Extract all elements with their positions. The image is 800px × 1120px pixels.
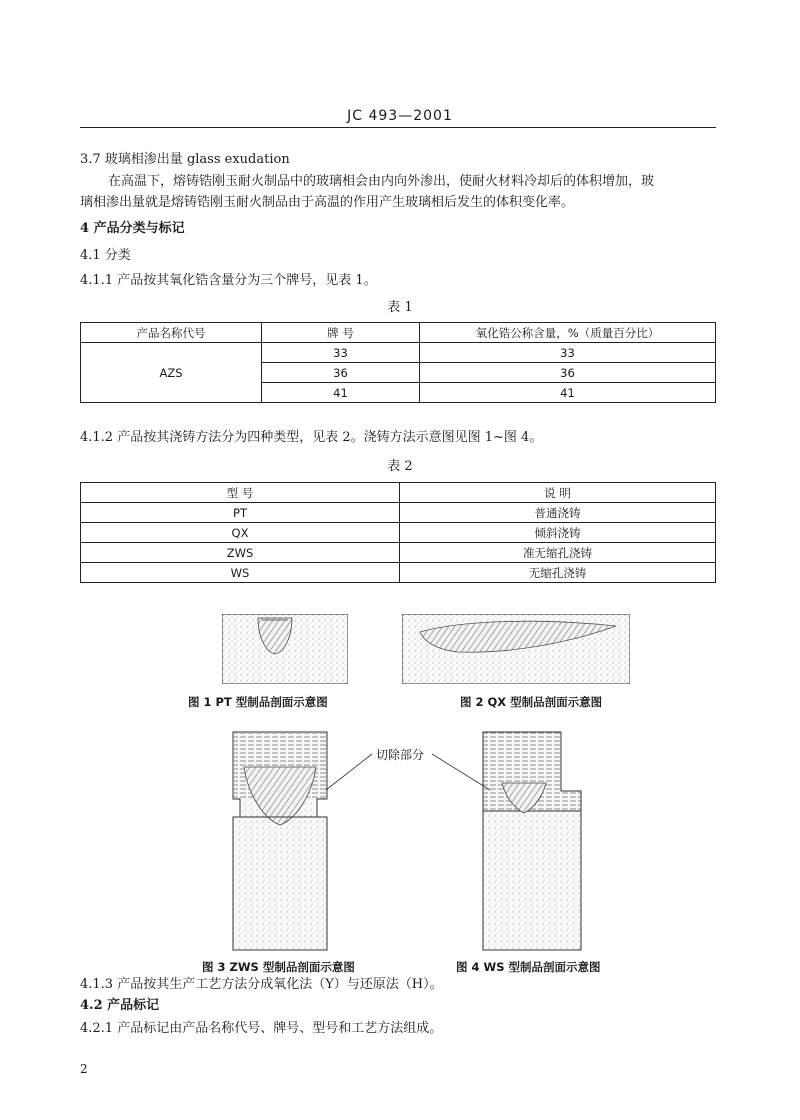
- table-row: [81, 563, 716, 583]
- table-2: [80, 482, 716, 583]
- table1-header-zro2: 氧化锆公称含量，%（质量百分比）: [420, 323, 716, 343]
- table2-cell: 准无缩孔浇铸: [400, 543, 716, 563]
- figure-1-pt-section: [222, 614, 348, 684]
- standard-number: JC 493—2001: [347, 108, 453, 124]
- table1-cell: 33: [262, 343, 420, 363]
- table1-header-grade: 牌 号: [262, 323, 420, 343]
- table2-cell: PT: [81, 503, 400, 523]
- table-row: [81, 343, 716, 363]
- figure-1-caption: 图 1 PT 型制品剖面示意图: [188, 695, 328, 709]
- section-3-7-heading: 3.7 玻璃相渗出量 glass exudation: [80, 152, 290, 167]
- table-row: [81, 543, 716, 563]
- figure-4-caption: 图 4 WS 型制品剖面示意图: [456, 960, 601, 974]
- table2-cell: 倾斜浇铸: [400, 523, 716, 543]
- table1-caption: 表 1: [387, 300, 413, 315]
- section-4-2-1-text: 4.2.1 产品标记由产品名称代号、牌号、型号和工艺方法组成。: [80, 1021, 443, 1036]
- section-4-1-1-text: 4.1.1 产品按其氧化锆含量分为三个牌号，见表 1。: [80, 273, 377, 288]
- table1-product-code: AZS: [81, 343, 262, 403]
- table2-caption: 表 2: [387, 459, 413, 474]
- table2-header-row: [81, 483, 716, 503]
- section-4-heading: 4 产品分类与标记: [80, 221, 185, 236]
- table2-cell: QX: [81, 523, 400, 543]
- table2-cell: WS: [81, 563, 400, 583]
- table1-header-row: [81, 323, 716, 343]
- figure-2-qx-section: [402, 614, 630, 684]
- table2-cell: ZWS: [81, 543, 400, 563]
- section-3-7-paragraph-line-2: 璃相渗出量就是熔铸锆刚玉耐火制品由于高温的作用产生玻璃相后发生的体积变化率。: [80, 195, 575, 210]
- figure-3-caption: 图 3 ZWS 型制品剖面示意图: [202, 960, 355, 974]
- table-row: [81, 523, 716, 543]
- figure-2-caption: 图 2 QX 型制品剖面示意图: [460, 695, 603, 709]
- page-number: 2: [80, 1062, 88, 1076]
- table-1: [80, 322, 716, 403]
- header-rule: [80, 127, 716, 128]
- section-4-1-3-text: 4.1.3 产品按其生产工艺方法分成氧化法（Y）与还原法（H）。: [80, 977, 443, 992]
- cut-part-label: 切除部分: [376, 748, 425, 762]
- section-4-1-heading: 4.1 分类: [80, 248, 131, 263]
- table2-header-type: 型 号: [81, 483, 400, 503]
- table1-header-code: 产品名称代号: [81, 323, 262, 343]
- table1-cell: 41: [262, 383, 420, 403]
- table1-cell: 41: [420, 383, 716, 403]
- section-4-1-2-text: 4.1.2 产品按其浇铸方法分为四种类型，见表 2。浇铸方法示意图见图 1~图 4。: [80, 430, 543, 445]
- table1-cell: 36: [262, 363, 420, 383]
- table-row: [81, 503, 716, 523]
- table2-cell: 普通浇铸: [400, 503, 716, 523]
- section-4-2-heading: 4.2 产品标记: [80, 998, 160, 1013]
- table1-cell: 33: [420, 343, 716, 363]
- section-3-7-paragraph-line-1: 在高温下，熔铸锆刚玉耐火制品中的玻璃相会由内向外渗出，使耐火材料冷却后的体积增加，玻: [108, 174, 655, 189]
- table2-header-desc: 说 明: [400, 483, 716, 503]
- table2-cell: 无缩孔浇铸: [400, 563, 716, 583]
- table1-cell: 36: [420, 363, 716, 383]
